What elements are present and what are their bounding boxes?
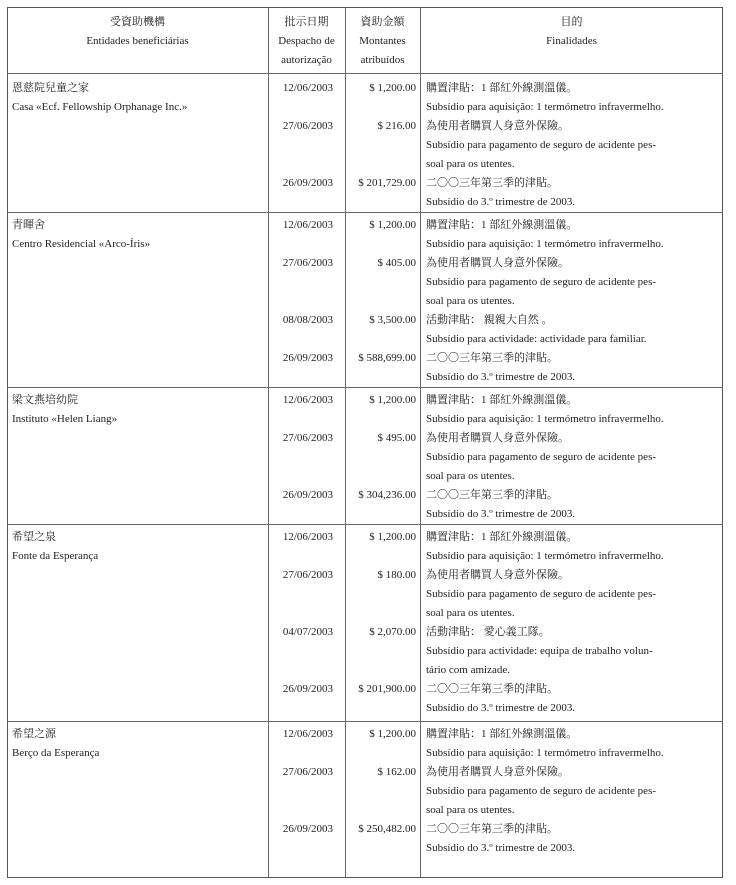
header-entity-pt: Entidades beneficiárias [86,35,189,47]
purpose-line: 為使用者購買人身意外保險。 [426,120,569,132]
approval-date: 04/07/2003 [282,626,333,638]
subsidy-amount: $ 2,070.00 [369,626,416,638]
purpose-line: 購置津貼：1 部紅外線測溫儀。 [426,728,578,740]
purpose-line: Subsídio do 3.º trimestre de 2003. [426,196,576,208]
purpose-line: 購置津貼：1 部紅外線測溫儀。 [426,394,578,406]
purpose-line: 二〇〇三年第三季的津貼。 [426,177,558,189]
purpose-line: 二〇〇三年第三季的津貼。 [426,823,558,835]
subsidy-amount: $ 180.00 [377,569,416,581]
approval-date: 27/06/2003 [282,120,333,132]
purpose-line: Subsídio para pagamento de seguro de acidente pes- [426,451,657,463]
purpose-line: tário com amizade. [426,664,510,676]
purpose-line: soal para os utentes. [426,158,515,170]
column-divider [420,7,421,878]
approval-date: 27/06/2003 [282,766,333,778]
entity-name-pt: Instituto «Helen Liang» [12,413,118,425]
row-divider [7,212,723,213]
header-amount-pt-1: Montantes [359,35,406,47]
purpose-line: Subsídio para pagamento de seguro de acidente pes- [426,139,657,151]
purpose-line: 二〇〇三年第三季的津貼。 [426,352,558,364]
approval-date: 12/06/2003 [282,82,333,94]
purpose-line: soal para os utentes. [426,295,515,307]
approval-date: 26/09/2003 [282,352,333,364]
row-divider [7,721,723,722]
approval-date: 26/09/2003 [282,683,333,695]
purpose-line: Subsídio para actividade: equipa de trabalho volun- [426,645,653,657]
purpose-line: 二〇〇三年第三季的津貼。 [426,683,558,695]
purpose-line: 活動津貼： 愛心義工隊。 [426,626,550,638]
purpose-line: 購置津貼：1 部紅外線測溫儀。 [426,82,578,94]
subsidy-amount: $ 588,699.00 [358,352,416,364]
purpose-line: Subsídio do 3.º trimestre de 2003. [426,702,576,714]
subsidy-amount: $ 201,900.00 [358,683,416,695]
entity-name-zh: 梁文燕培幼院 [12,394,78,406]
approval-date: 12/06/2003 [282,219,333,231]
purpose-line: Subsídio para pagamento de seguro de acidente pes- [426,588,657,600]
approval-date: 26/09/2003 [282,177,333,189]
row-divider [7,524,723,525]
header-divider [7,73,723,74]
entity-name-pt: Fonte da Esperança [12,550,99,562]
purpose-line: 為使用者購買人身意外保險。 [426,766,569,778]
approval-date: 26/09/2003 [282,489,333,501]
approval-date: 08/08/2003 [282,314,333,326]
purpose-line: Subsídio para actividade: actividade para familiar. [426,333,647,345]
purpose-line: Subsídio do 3.º trimestre de 2003. [426,842,576,854]
subsidy-amount: $ 250,482.00 [358,823,416,835]
header-amount-pt-2: atribuídos [360,54,405,66]
entity-name-pt: Berço da Esperança [12,747,100,759]
subsidy-amount: $ 495.00 [377,432,416,444]
purpose-line: 二〇〇三年第三季的津貼。 [426,489,558,501]
purpose-line: 為使用者購買人身意外保險。 [426,432,569,444]
subsidy-amount: $ 1,200.00 [369,728,416,740]
header-date-zh: 批示日期 [284,16,329,28]
row-divider [7,387,723,388]
purpose-line: soal para os utentes. [426,804,515,816]
subsidy-amount: $ 1,200.00 [369,531,416,543]
purpose-line: 購置津貼：1 部紅外線測溫儀。 [426,531,578,543]
purpose-line: Subsídio para aquisição: 1 termómetro infravermelho. [426,747,664,759]
purpose-line: Subsídio do 3.º trimestre de 2003. [426,508,576,520]
approval-date: 12/06/2003 [282,728,333,740]
purpose-line: Subsídio para aquisição: 1 termómetro infravermelho. [426,550,664,562]
purpose-line: 購置津貼：1 部紅外線測溫儀。 [426,219,578,231]
subsidy-amount: $ 201,729.00 [358,177,416,189]
purpose-line: Subsídio para aquisição: 1 termómetro infravermelho. [426,101,664,113]
subsidy-amount: $ 1,200.00 [369,394,416,406]
purpose-line: 為使用者購買人身意外保險。 [426,569,569,581]
purpose-line: Subsídio para pagamento de seguro de acidente pes- [426,785,657,797]
subsidy-amount: $ 405.00 [377,257,416,269]
header-date-pt-1: Despacho de [278,35,335,47]
approval-date: 26/09/2003 [282,823,333,835]
subsidy-amount: $ 1,200.00 [369,219,416,231]
entity-name-zh: 希望之泉 [12,531,56,543]
approval-date: 12/06/2003 [282,394,333,406]
subsidy-amount: $ 216.00 [377,120,416,132]
purpose-line: soal para os utentes. [426,470,515,482]
entity-name-pt: Casa «Ecf. Fellowship Orphanage Inc.» [12,101,188,113]
approval-date: 27/06/2003 [282,569,333,581]
purpose-line: Subsídio para aquisição: 1 termómetro infravermelho. [426,413,664,425]
header-amount-zh: 資助金額 [360,16,405,28]
entity-name-zh: 恩慈院兒童之家 [12,82,89,94]
purpose-line: 為使用者購買人身意外保險。 [426,257,569,269]
header-purpose-zh: 目的 [560,16,583,28]
approval-date: 27/06/2003 [282,432,333,444]
purpose-line: Subsídio para aquisição: 1 termómetro infravermelho. [426,238,664,250]
approval-date: 27/06/2003 [282,257,333,269]
purpose-line: soal para os utentes. [426,607,515,619]
subsidy-amount: $ 3,500.00 [369,314,416,326]
header-date-pt-2: autorização [281,54,332,66]
purpose-line: 活動津貼： 親親大自然 。 [426,314,553,326]
subsidy-amount: $ 304,236.00 [358,489,416,501]
header-purpose-pt: Finalidades [546,35,597,47]
entity-name-zh: 希望之源 [12,728,56,740]
purpose-line: Subsídio do 3.º trimestre de 2003. [426,371,576,383]
approval-date: 12/06/2003 [282,531,333,543]
subsidy-amount: $ 1,200.00 [369,82,416,94]
entity-name-pt: Centro Residencial «Arco-Íris» [12,238,151,250]
purpose-line: Subsídio para pagamento de seguro de acidente pes- [426,276,657,288]
entity-name-zh: 青暉舍 [12,219,45,231]
subsidy-amount: $ 162.00 [377,766,416,778]
header-entity-zh: 受資助機構 [110,16,165,28]
